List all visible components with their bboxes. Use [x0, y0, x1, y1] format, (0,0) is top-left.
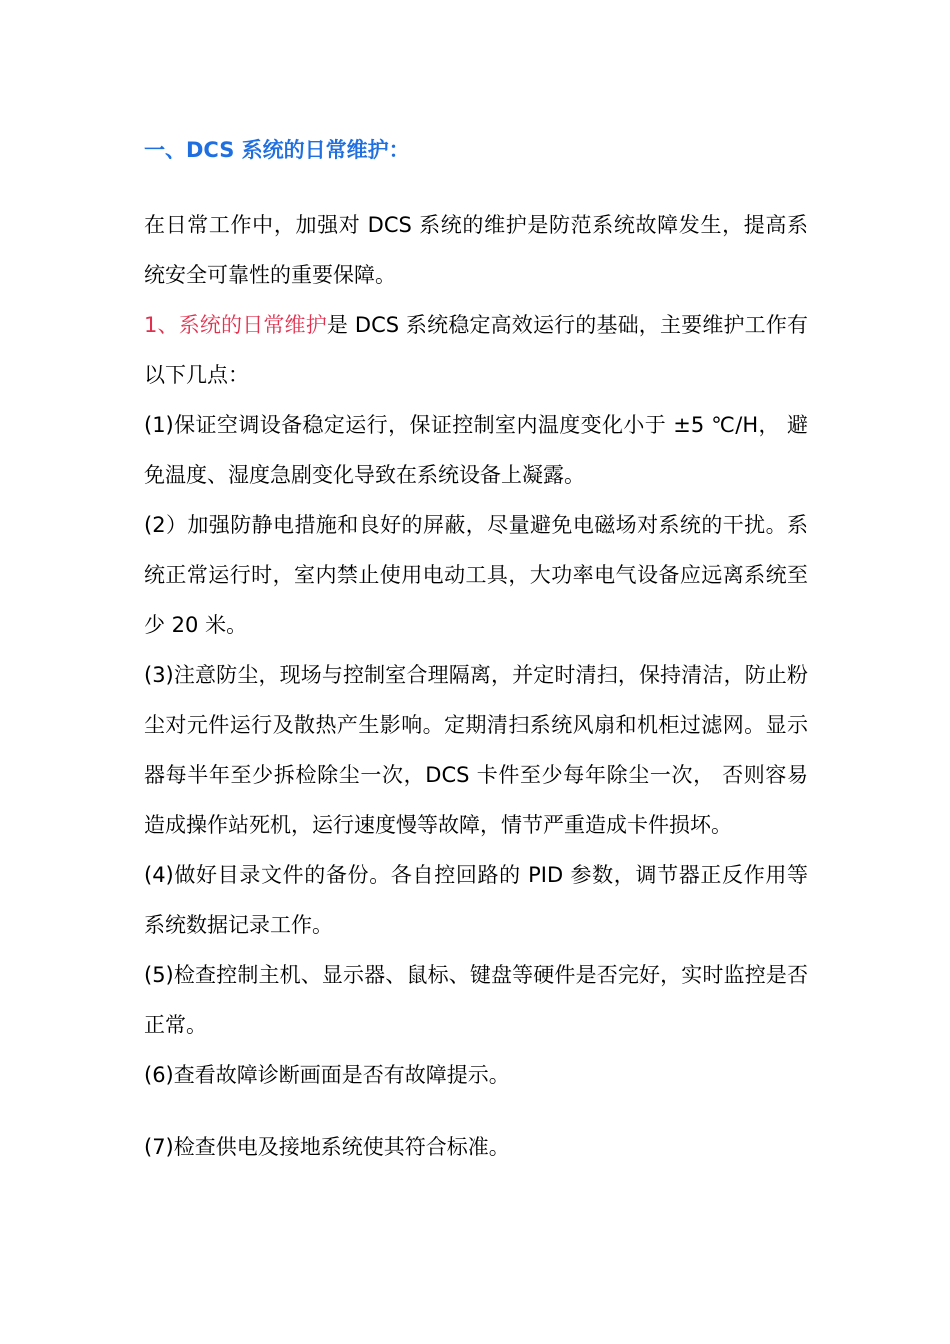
section-heading: 一、DCS 系统的日常维护：: [144, 138, 410, 162]
item-4: (4)做好目录文件的备份。各自控回路的 PID 参数，调节器正反作用等系统数据记录工作。: [144, 863, 808, 937]
intro-paragraph: 在日常工作中，加强对 DCS 系统的维护是防范系统故障发生，提高系统安全可靠性的重要保障。: [144, 213, 808, 287]
item-1: (1)保证空调设备稳定运行，保证控制室内温度变化小于 ±5 ℃/H， 避免温度、湿度急剧变化导致在系统设备上凝露。: [144, 413, 808, 487]
point-1-paragraph: [144, 300, 808, 400]
point-1-text: 是 DCS 系统稳定高效运行的基础，主要维护工作有以下几点：: [144, 313, 808, 387]
item-3: (3)注意防尘，现场与控制室合理隔离，并定时清扫，保持清洁，防止粉尘对元件运行及散热产生影响。定期清扫系统风扇和机柜过滤网。显示器每半年至少拆检除尘一次，DCS 卡件至少每年除尘一次， 否则容易造成操作站死机，运行速度慢等故障，情节严重造成卡件损坏。: [144, 663, 808, 837]
item-6: (6)查看故障诊断画面是否有故障提示。: [144, 1063, 510, 1087]
document-body: [144, 128, 808, 1172]
point-1-highlight: 1、系统的日常维护: [144, 313, 327, 337]
item-7: (7)检查供电及接地系统使其符合标准。: [144, 1135, 510, 1159]
item-5: (5)检查控制主机、显示器、鼠标、键盘等硬件是否完好，实时监控是否正常。: [144, 963, 808, 1037]
item-2: (2）加强防静电措施和良好的屏蔽，尽量避免电磁场对系统的干扰。系统正常运行时，室内禁止使用电动工具，大功率电气设备应远离系统至少 20 米。: [144, 513, 808, 637]
